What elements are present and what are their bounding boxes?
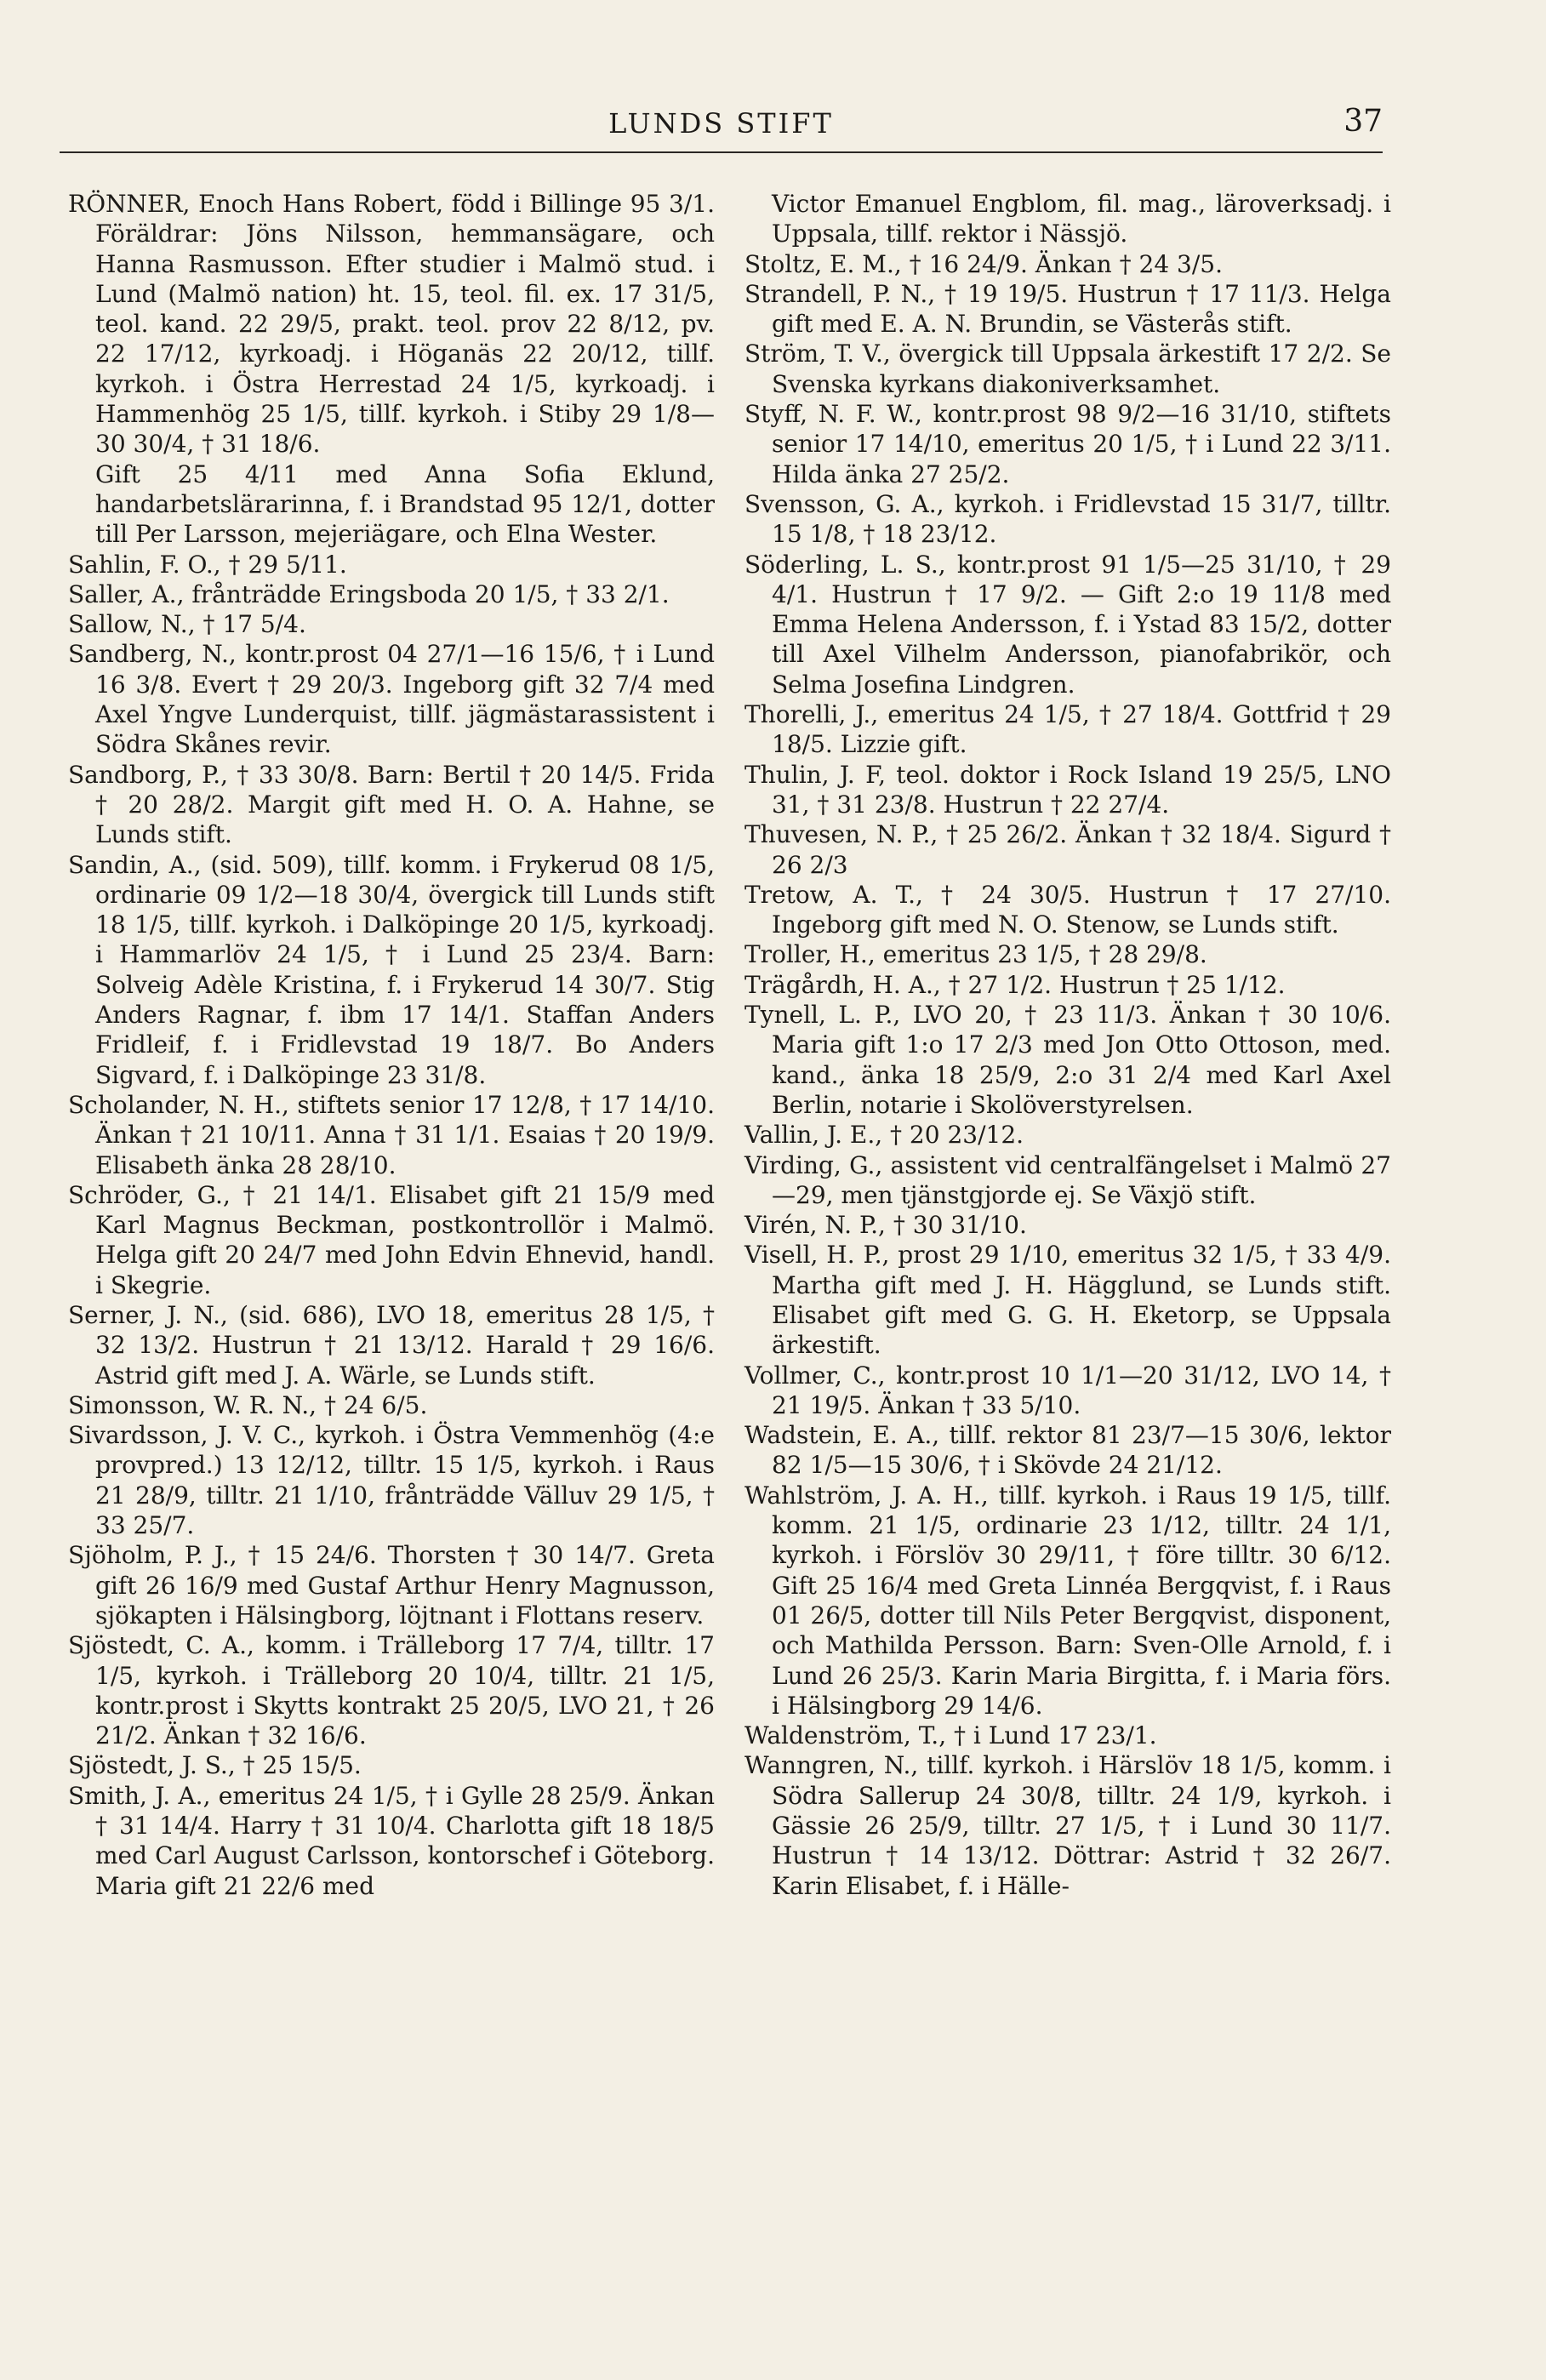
register-entry: Virén, N. P., † 30 31/10. xyxy=(744,1211,1027,1240)
register-entry: Strandell, P. N., † 19 19/5. Hustrun † 17 11/3. Helga gift med E. A. N. Brundin, se Västerås stift. xyxy=(744,279,1391,339)
register-entry: Waldenström, T., † i Lund 17 23/1. xyxy=(744,1721,1157,1750)
register-entry: Sjöstedt, C. A., komm. i Trälleborg 17 7/4, tilltr. 17 1/5, kyrkoh. i Trälleborg 20 10/4, tilltr. 21 1/5, kontr.prost i Skytts kontrakt 25 20/5, LVO 21, † 26 21/2. Änkan † 32 16/6. xyxy=(68,1631,715,1750)
register-entry: Gift 25 4/11 med Anna Sofia Eklund, handarbetslärarinna, f. i Brandstad 95 12/1, dotter till Per Larsson, mejeriägare, och Elna Wester. xyxy=(95,459,715,549)
register-entry: Vollmer, C., kontr.prost 10 1/1—20 31/12, LVO 14, † 21 19/5. Änkan † 33 5/10. xyxy=(744,1361,1391,1419)
register-entry: Sjöholm, P. J., † 15 24/6. Thorsten † 30 14/7. Greta gift 26 16/9 med Gustaf Arthur Henry Magnusson, sjökapten i Hälsingborg, löjtnant i Flottans reserv. xyxy=(68,1541,715,1629)
register-entry: Serner, J. N., (sid. 686), LVO 18, emeritus 28 1/5, † 32 13/2. Hustrun † 21 13/12. Harald † 29 16/6. Astrid gift med J. A. Wärle, se Lunds stift. xyxy=(68,1300,715,1390)
right-column xyxy=(744,189,1391,1901)
register-entry: Stoltz, E. M., † 16 24/9. Änkan † 24 3/5. xyxy=(744,249,1224,278)
register-entry: Tretow, A. T., † 24 30/5. Hustrun † 17 27/10. Ingeborg gift med N. O. Stenow, se Lunds stift. xyxy=(744,880,1391,939)
register-entry: Svensson, G. A., kyrkoh. i Fridlevstad 15 31/7, tilltr. 15 1/8, † 18 23/12. xyxy=(744,489,1391,549)
register-entry: Schröder, G., † 21 14/1. Elisabet gift 21 15/9 med Karl Magnus Beckman, postkontrollör i Malmö. Helga gift 20 24/7 med John Edvin Ehnevid, handl. i Skegrie. xyxy=(68,1180,715,1299)
register-entry: Sandberg, N., kontr.prost 04 27/1—16 15/6, † i Lund 16 3/8. Evert † 29 20/3. Ingeborg gift 32 7/4 med Axel Yngve Lunderquist, tillf. jägmästarassistent i Södra Skånes revir. xyxy=(68,640,715,759)
left-column xyxy=(68,189,715,1901)
register-entry: Sahlin, F. O., † 29 5/11. xyxy=(68,550,347,579)
register-entry: Styff, N. F. W., kontr.prost 98 9/2—16 31/10, stiftets senior 17 14/10, emeritus 20 1/5, † i Lund 22 3/11. Hilda änka 27 25/2. xyxy=(744,400,1391,488)
register-entry: Visell, H. P., prost 29 1/10, emeritus 32 1/5, † 33 4/9. Martha gift med J. H. Hägglund, se Lunds stift. Elisabet gift med G. G. H. Eketorp, se Uppsala ärkestift. xyxy=(744,1241,1391,1360)
register-entry: Trägårdh, H. A., † 27 1/2. Hustrun † 25 1/12. xyxy=(744,970,1286,999)
page-header xyxy=(60,100,1383,153)
page-number: 37 xyxy=(1343,104,1383,139)
register-entry: Thorelli, J., emeritus 24 1/5, † 27 18/4. Gottfrid † 29 18/5. Lizzie gift. xyxy=(744,700,1391,759)
register-entry: RÖNNER, Enoch Hans Robert, född i Billinge 95 3/1. Föräldrar: Jöns Nilsson, hemmansägare, och Hanna Rasmusson. Efter studier i Malmö stud. i Lund (Malmö nation) ht. 15, teol. fil. ex. 17 31/5, teol. kand. 22 29/5, prakt. teol. prov 22 8/12, pv. 22 17/12, kyrkoadj. i Höganäs 22 20/12, tillf. kyrkoh. i Östra Herrestad 24 1/5, kyrkoadj. i Hammenhög 25 1/5, tillf. kyrkoh. i Stiby 29 1/8—30 30/4, † 31 18/6. xyxy=(68,190,715,459)
register-entry: Sallow, N., † 17 5/4. xyxy=(68,610,306,639)
register-entry: Thuvesen, N. P., † 25 26/2. Änkan † 32 18/4. Sigurd † 26 2/3 xyxy=(744,820,1391,879)
register-entry: Wanngren, N., tillf. kyrkoh. i Härslöv 18 1/5, komm. i Södra Sallerup 24 30/8, tilltr. 24 1/9, kyrkoh. i Gässie 26 25/9, tilltr. 27 1/5, † i Lund 30 11/7. Hustrun † 14 13/12. Döttrar: Astrid † 32 26/7. Karin Elisabet, f. i Hälle- xyxy=(744,1751,1391,1900)
register-entry: Sjöstedt, J. S., † 25 15/5. xyxy=(68,1751,362,1780)
register-entry: Thulin, J. F, teol. doktor i Rock Island 19 25/5, LNO 31, † 31 23/8. Hustrun † 22 27/4. xyxy=(744,760,1391,819)
register-entry: Söderling, L. S., kontr.prost 91 1/5—25 31/10, † 29 4/1. Hustrun † 17 9/2. — Gift 2:o 19 11/8 med Emma Helena Andersson, f. i Ystad 83 15/2, dotter till Axel Vilhelm Andersson, pianofabrikör, och Selma Josefina Lindgren. xyxy=(744,550,1391,699)
register-entry: Ström, T. V., övergick till Uppsala ärkestift 17 2/2. Se Svenska kyrkans diakoniverksamhet. xyxy=(744,340,1391,398)
register-entry: Scholander, N. H., stiftets senior 17 12/8, † 17 14/10. Änkan † 21 10/11. Anna † 31 1/1. Esaias † 20 19/9. Elisabeth änka 28 28/10. xyxy=(68,1090,715,1179)
register-entry: Saller, A., frånträdde Eringsboda 20 1/5, † 33 2/1. xyxy=(68,579,670,608)
register-entry: Virding, G., assistent vid centralfängelset i Malmö 27—29, men tjänstgjorde ej. Se Växjö stift. xyxy=(744,1150,1391,1209)
register-entry: Sandborg, P., † 33 30/8. Barn: Bertil † 20 14/5. Frida † 20 28/2. Margit gift med H. O. A. Hahne, se Lunds stift. xyxy=(68,760,715,849)
register-entry: Wadstein, E. A., tillf. rektor 81 23/7—15 30/6, lektor 82 1/5—15 30/6, † i Skövde 24 21/12. xyxy=(744,1421,1391,1480)
register-entry: Smith, J. A., emeritus 24 1/5, † i Gylle 28 25/9. Änkan † 31 14/4. Harry † 31 10/4. Charlotta gift 18 18/5 med Carl August Carlsson, kontorschef i Göteborg. Maria gift 21 22/6 med xyxy=(68,1781,715,1900)
register-entry: Wahlström, J. A. H., tillf. kyrkoh. i Raus 19 1/5, tillf. komm. 21 1/5, ordinarie 23 1/12, tilltr. 24 1/1, kyrkoh. i Förslöv 30 29/11, † före tilltr. 30 6/12. Gift 25 16/4 med Greta Linnéa Bergqvist, f. i Raus 01 26/5, dotter till Nils Peter Bergqvist, disponent, och Mathilda Persson. Barn: Sven-Olle Arnold, f. i Lund 26 25/3. Karin Maria Birgitta, f. i Maria förs. i Hälsingborg 29 14/6. xyxy=(744,1481,1391,1720)
register-entry: Simonsson, W. R. N., † 24 6/5. xyxy=(68,1390,428,1419)
register-entry: Tynell, L. P., LVO 20, † 23 11/3. Änkan † 30 10/6. Maria gift 1:o 17 2/3 med Jon Otto Ottoson, med. kand., änka 18 25/9, 2:o 31 2/4 med Karl Axel Berlin, notarie i Skolöverstyrelsen. xyxy=(744,1001,1391,1119)
register-entry: Sivardsson, J. V. C., kyrkoh. i Östra Vemmenhög (4:e provpred.) 13 12/12, tilltr. 15 1/5, kyrkoh. i Raus 21 28/9, tilltr. 21 1/10, frånträdde Välluv 29 1/5, † 33 25/7. xyxy=(68,1421,715,1540)
register-entry: Sandin, A., (sid. 509), tillf. komm. i Frykerud 08 1/5, ordinarie 09 1/2—18 30/4, övergick till Lunds stift 18 1/5, tillf. kyrkoh. i Dalköpinge 20 1/5, kyrkoadj. i Hammarlöv 24 1/5, † i Lund 25 23/4. Barn: Solveig Adèle Kristina, f. i Frykerud 14 30/7. Stig Anders Ragnar, f. ibm 17 14/1. Staffan Anders Fridleif, f. i Fridlevstad 19 18/7. Bo Anders Sigvard, f. i Dalköpinge 23 31/8. xyxy=(68,850,715,1089)
register-entry: Troller, H., emeritus 23 1/5, † 28 29/8. xyxy=(744,940,1207,969)
register-entry: Victor Emanuel Engblom, fil. mag., läroverksadj. i Uppsala, tillf. rektor i Nässjö. xyxy=(772,190,1391,248)
register-entry: Vallin, J. E., † 20 23/12. xyxy=(744,1121,1024,1150)
running-title: LUNDS STIFT xyxy=(608,107,834,140)
